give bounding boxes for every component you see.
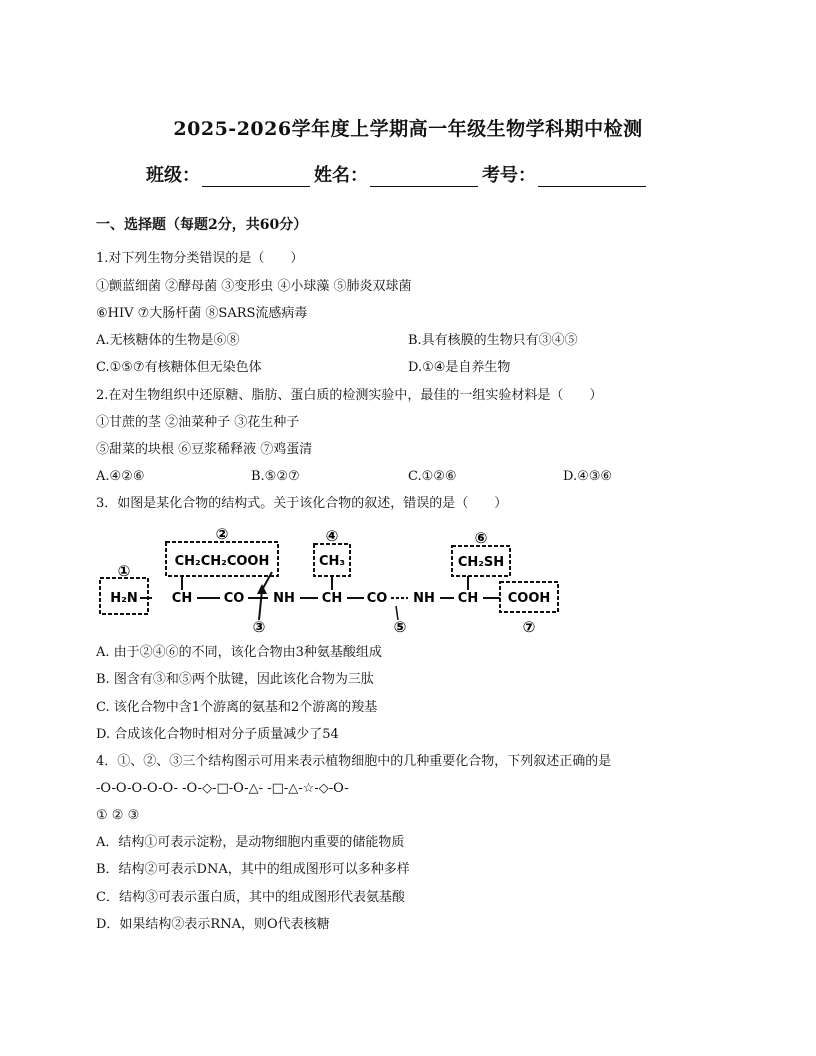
q4-stem: 4．①、②、③三个结构图示可用来表示植物细胞中的几种重要化合物，下列叙述正确的是 [96,754,612,769]
q1-option-d: D.①④是自养生物 [408,360,511,375]
q3-option-d: D. 合成该化合物时相对分子质量减少了54 [96,727,339,742]
section-heading: 一、选择题（每题2分，共60分） [96,217,308,233]
q4-option-a: A．结构①可表示淀粉，是动物细胞内重要的储能物质 [96,835,405,850]
q2-option-d: D.④③⑥ [563,469,613,484]
backbone-ch-1: CH [171,591,193,606]
r-group-6-text: CH₂SH [457,555,505,570]
q4-structure-chain: -O-O-O-O-O- -O-◇-□-O-△- -□-△-☆-◇-O- [96,781,349,796]
label-4: ④ [325,527,339,545]
q1-option-a: A.无核糖体的生物是⑥⑧ [96,333,240,348]
label-2: ② [215,525,229,543]
carboxyl-group-text: COOH [507,591,551,606]
class-blank[interactable] [202,164,310,187]
amino-group-text: H₂N [110,591,138,606]
backbone-ch-3: CH [457,591,479,606]
backbone-co-2: CO [366,591,388,606]
q1-option-c: C.①⑤⑦有核糖体但无染色体 [96,360,262,375]
q3-option-a: A. 由于②④⑥的不同，该化合物由3种氨基酸组成 [96,645,382,660]
number-blank[interactable] [538,164,646,187]
backbone-ch-2: CH [321,591,343,606]
q3-stem: 3．如图是某化合物的结构式。关于该化合物的叙述，错误的是（ ） [96,496,508,511]
label-1: ① [117,562,131,580]
q2-stem: 2.在对生物组织中还原糖、脂肪、蛋白质的检测实验中，最佳的一组实验材料是（ ） [96,388,603,403]
q2-line1: ①甘蔗的茎 ②油菜种子 ③花生种子 [96,415,300,430]
q2-option-b: B.⑤②⑦ [251,469,300,484]
q1-option-b: B.具有核膜的生物只有③④⑤ [408,333,578,348]
backbone-co-1: CO [223,591,245,606]
q1-stem: 1.对下列生物分类错误的是（ ） [96,251,304,266]
name-label: 姓名： [314,165,368,186]
q4-option-d: D．如果结构②表示RNA，则O代表核糖 [96,917,330,932]
backbone-nh-2: NH [413,591,435,606]
r-group-2-text: CH₂CH₂COOH [174,554,270,569]
label-5: ⑤ [393,618,407,636]
label-3: ③ [252,618,266,636]
q1-line2: ⑥HIV ⑦大肠杆菌 ⑧SARS流感病毒 [96,306,308,321]
page-title: 2025-2026学年度上学期高一年级生物学科期中检测 [173,118,643,140]
q4-option-b: B．结构②可表示DNA，其中的组成图形可以多种多样 [96,862,410,877]
label-7: ⑦ [522,618,536,636]
q3-option-b: B. 图含有③和⑤两个肽键，因此该化合物为三肽 [96,672,374,687]
q3-option-c: C. 该化合物中含1个游离的氨基和2个游离的羧基 [96,700,378,715]
backbone-nh-1: NH [273,591,295,606]
label-6: ⑥ [474,529,488,547]
r-group-4-text: CH₃ [318,554,346,569]
q2-line2: ⑤甜菜的块根 ⑥豆浆稀释液 ⑦鸡蛋清 [96,442,313,457]
q4-option-c: C．结构③可表示蛋白质，其中的组成图形代表氨基酸 [96,890,405,905]
q1-line1: ①颤蓝细菌 ②酵母菌 ③变形虫 ④小球藻 ⑤肺炎双球菌 [96,279,412,294]
class-label: 班级： [146,165,200,186]
number-label: 考号： [482,165,536,186]
q2-option-a: A.④②⑥ [96,469,145,484]
peptide-structure-diagram [96,524,566,636]
q4-structure-labels: ① ② ③ [96,808,140,823]
student-info-row [146,157,650,187]
q2-option-c: C.①②⑥ [408,469,457,484]
name-blank[interactable] [370,164,478,187]
